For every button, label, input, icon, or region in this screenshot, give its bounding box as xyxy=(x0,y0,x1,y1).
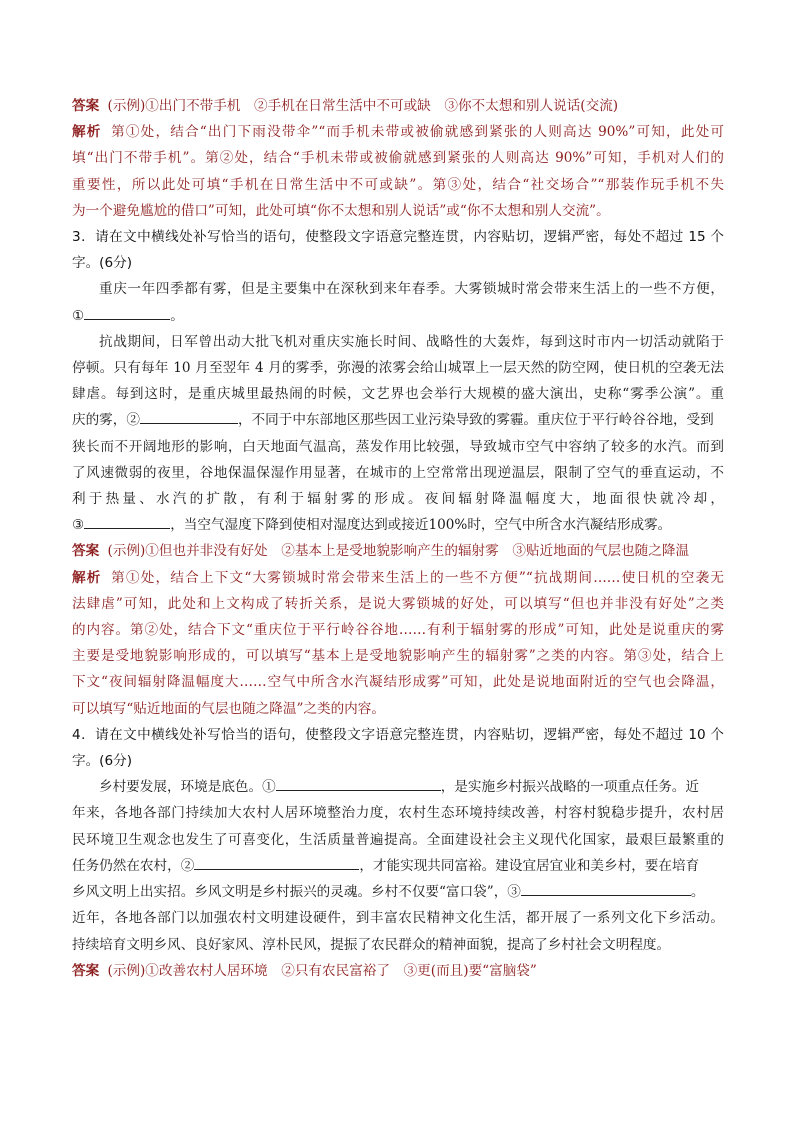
q3-passage-line: 利于热量、水汽的扩散，有利于辐射雾的形成。夜间辐射降温幅度大，地面很快就冷却， xyxy=(72,491,724,508)
q4-prompt: 4．请在文中横线处补写恰当的语句，使整段文字语意完整连贯，内容贴切，逻辑严密，每处不超过 10 个 xyxy=(72,726,724,743)
q3-passage-line: 肆虐。每到这时，是重庆城里最热闹的时候，文艺界也会举行大规模的盛大演出，史称“雾季公演”。重 xyxy=(72,386,724,403)
q4-passage-line: 乡村要发展，环境是底色。① ，是实施乡村振兴战略的一项重点任务。近 xyxy=(72,774,724,800)
q3-passage-line: 了风速微弱的夜里，谷地保温保湿作用显著，在城市的上空常常出现逆温层，限制了空气的垂直运动，不 xyxy=(72,464,724,481)
q2-analysis-line: 解析 第①处，结合“出门下雨没带伞”“而手机未带或被偷就感到紧张的人则高达 90%”可知，此处可 xyxy=(72,124,724,141)
q3-passage-line: 抗战期间，日军曾出动大批飞机对重庆实施长时间、战略性的大轰炸，每到这时市内一切活动就陷于 xyxy=(99,333,724,350)
q3-passage-line: ③ ，当空气湿度下降到使相对湿度达到或接近100%时，空气中所含水汽凝结形成雾。 xyxy=(72,512,724,538)
q3-passage-line: 庆的雾，② ，不同于中东部地区那些因工业污染导致的雾霾。重庆位于平行岭谷谷地，受到 xyxy=(72,407,724,433)
q3-passage-line: 狭长而不开阔地形的影响，白天地面气温高，蒸发作用比较强，导致城市空气中容纳了较多的水汽。而到 xyxy=(72,438,724,455)
fill-blank-3 xyxy=(84,514,170,529)
fill-blank-2 xyxy=(194,855,359,870)
q3-prompt: 3．请在文中横线处补写恰当的语句，使整段文字语意完整连贯，内容贴切，逻辑严密，每处不超过 15 个 xyxy=(72,229,724,246)
q4-passage-line: 近年，各地各部门以加强农村文明建设硬件，到丰富农民精神文化生活，都开展了一系列文化下乡活动。 xyxy=(72,910,724,927)
q3-analysis-line: 的内容。第②处，结合下文“重庆位于平行岭谷谷地……有利于辐射雾的形成”可知，此处是说重庆的雾 xyxy=(72,622,724,639)
document-page xyxy=(72,93,724,984)
q4-passage-line: 持续培育文明乡风、良好家风、淳朴民风，提振了农民群众的精神面貌，提高了乡村社会文明程度。 xyxy=(72,936,671,953)
q2-analysis-line: 为一个避免尴尬的借口”可知，此处可填“你不太想和别人说话”或“你不太想和别人交流”。 xyxy=(72,202,610,219)
q3-analysis-line: 解析 第①处，结合上下文“大雾锁城时常会带来生活上的一些不方便”“抗战期间……使日机的空袭无 xyxy=(72,569,724,586)
fill-blank-3 xyxy=(521,881,691,896)
q4-answer: 答案 (示例)①改善农村人居环境 ②只有农民富裕了 ③更(而且)要“富脑袋” xyxy=(72,962,537,979)
answer-tag: 答案 xyxy=(72,98,100,114)
q3-analysis-line: 主要是受地貌影响形成的，可以填写“基本上是受地貌影响产生的辐射雾”之类的内容。第③处，结合上 xyxy=(72,648,724,665)
q3-prompt: 字。(6分) xyxy=(72,255,133,272)
q3-passage-line: 重庆一年四季都有雾，但是主要集中在深秋到来年春季。大雾锁城时常会带来生活上的一些不方便， xyxy=(99,281,724,298)
q3-answer: 答案 (示例)①但也并非没有好处 ②基本上是受地貌影响产生的辐射雾 ③贴近地面的气层也随之降温 xyxy=(72,543,690,560)
q4-passage-line: 乡风文明上出实招。乡风文明是乡村振兴的灵魂。乡村不仅要“富口袋”，③ 。 xyxy=(72,879,724,905)
fill-blank-2 xyxy=(140,409,238,424)
q3-analysis-line: 法肆虐”可知，此处和上文构成了转折关系，是说大雾锁城的好处，可以填写“但也并非没有好处”之类 xyxy=(72,595,724,612)
q3-analysis-line: 下文“夜间辐射降温幅度大……空气中所含水汽凝结形成雾”可知，此处是说地面附近的空气也会降温， xyxy=(72,674,724,691)
q4-prompt: 字。(6分) xyxy=(72,753,133,770)
q2-answer: 答案 (示例)①出门不带手机 ②手机在日常生活中不可或缺 ③你不太想和别人说话(交流) xyxy=(72,98,619,114)
analysis-tag: 解析 xyxy=(72,124,102,141)
q4-passage-line: 民环境卫生观念也发生了可喜变化，生活质量普遍提高。全面建设社会主义现代化国家，最艰巨最繁重的 xyxy=(72,831,724,848)
q4-passage-line: 任务仍然在农村，② ，才能实现共同富裕。建设宜居宜业和美乡村，要在培育 xyxy=(72,853,724,879)
q2-analysis-line: 填“出门不带手机”。第②处，结合“手机未带或被偷就感到紧张的人则高达 90%”可知，手机对人们的 xyxy=(72,150,724,167)
fill-blank-1 xyxy=(276,776,441,791)
q4-passage-line: 年来，各地各部门持续加大农村人居环境整治力度，农村生态环境持续改善，村容村貌稳步提升，农村居 xyxy=(72,805,724,822)
q2-analysis-line: 重要性，所以此处可填“手机在日常生活中不可或缺”。第③处，结合“社交场合”“那装作玩手机不失 xyxy=(72,176,724,193)
q3-passage-line: 停顿。只有每年 10 月至翌年 4 月的雾季，弥漫的浓雾会给山城罩上一层天然的防空网，使日机的空袭无法 xyxy=(72,360,724,377)
q3-analysis-line: 可以填写“贴近地面的气层也随之降温”之类的内容。 xyxy=(72,700,385,717)
q3-blank-line: ① 。 xyxy=(72,303,724,329)
fill-blank-1 xyxy=(84,305,170,320)
